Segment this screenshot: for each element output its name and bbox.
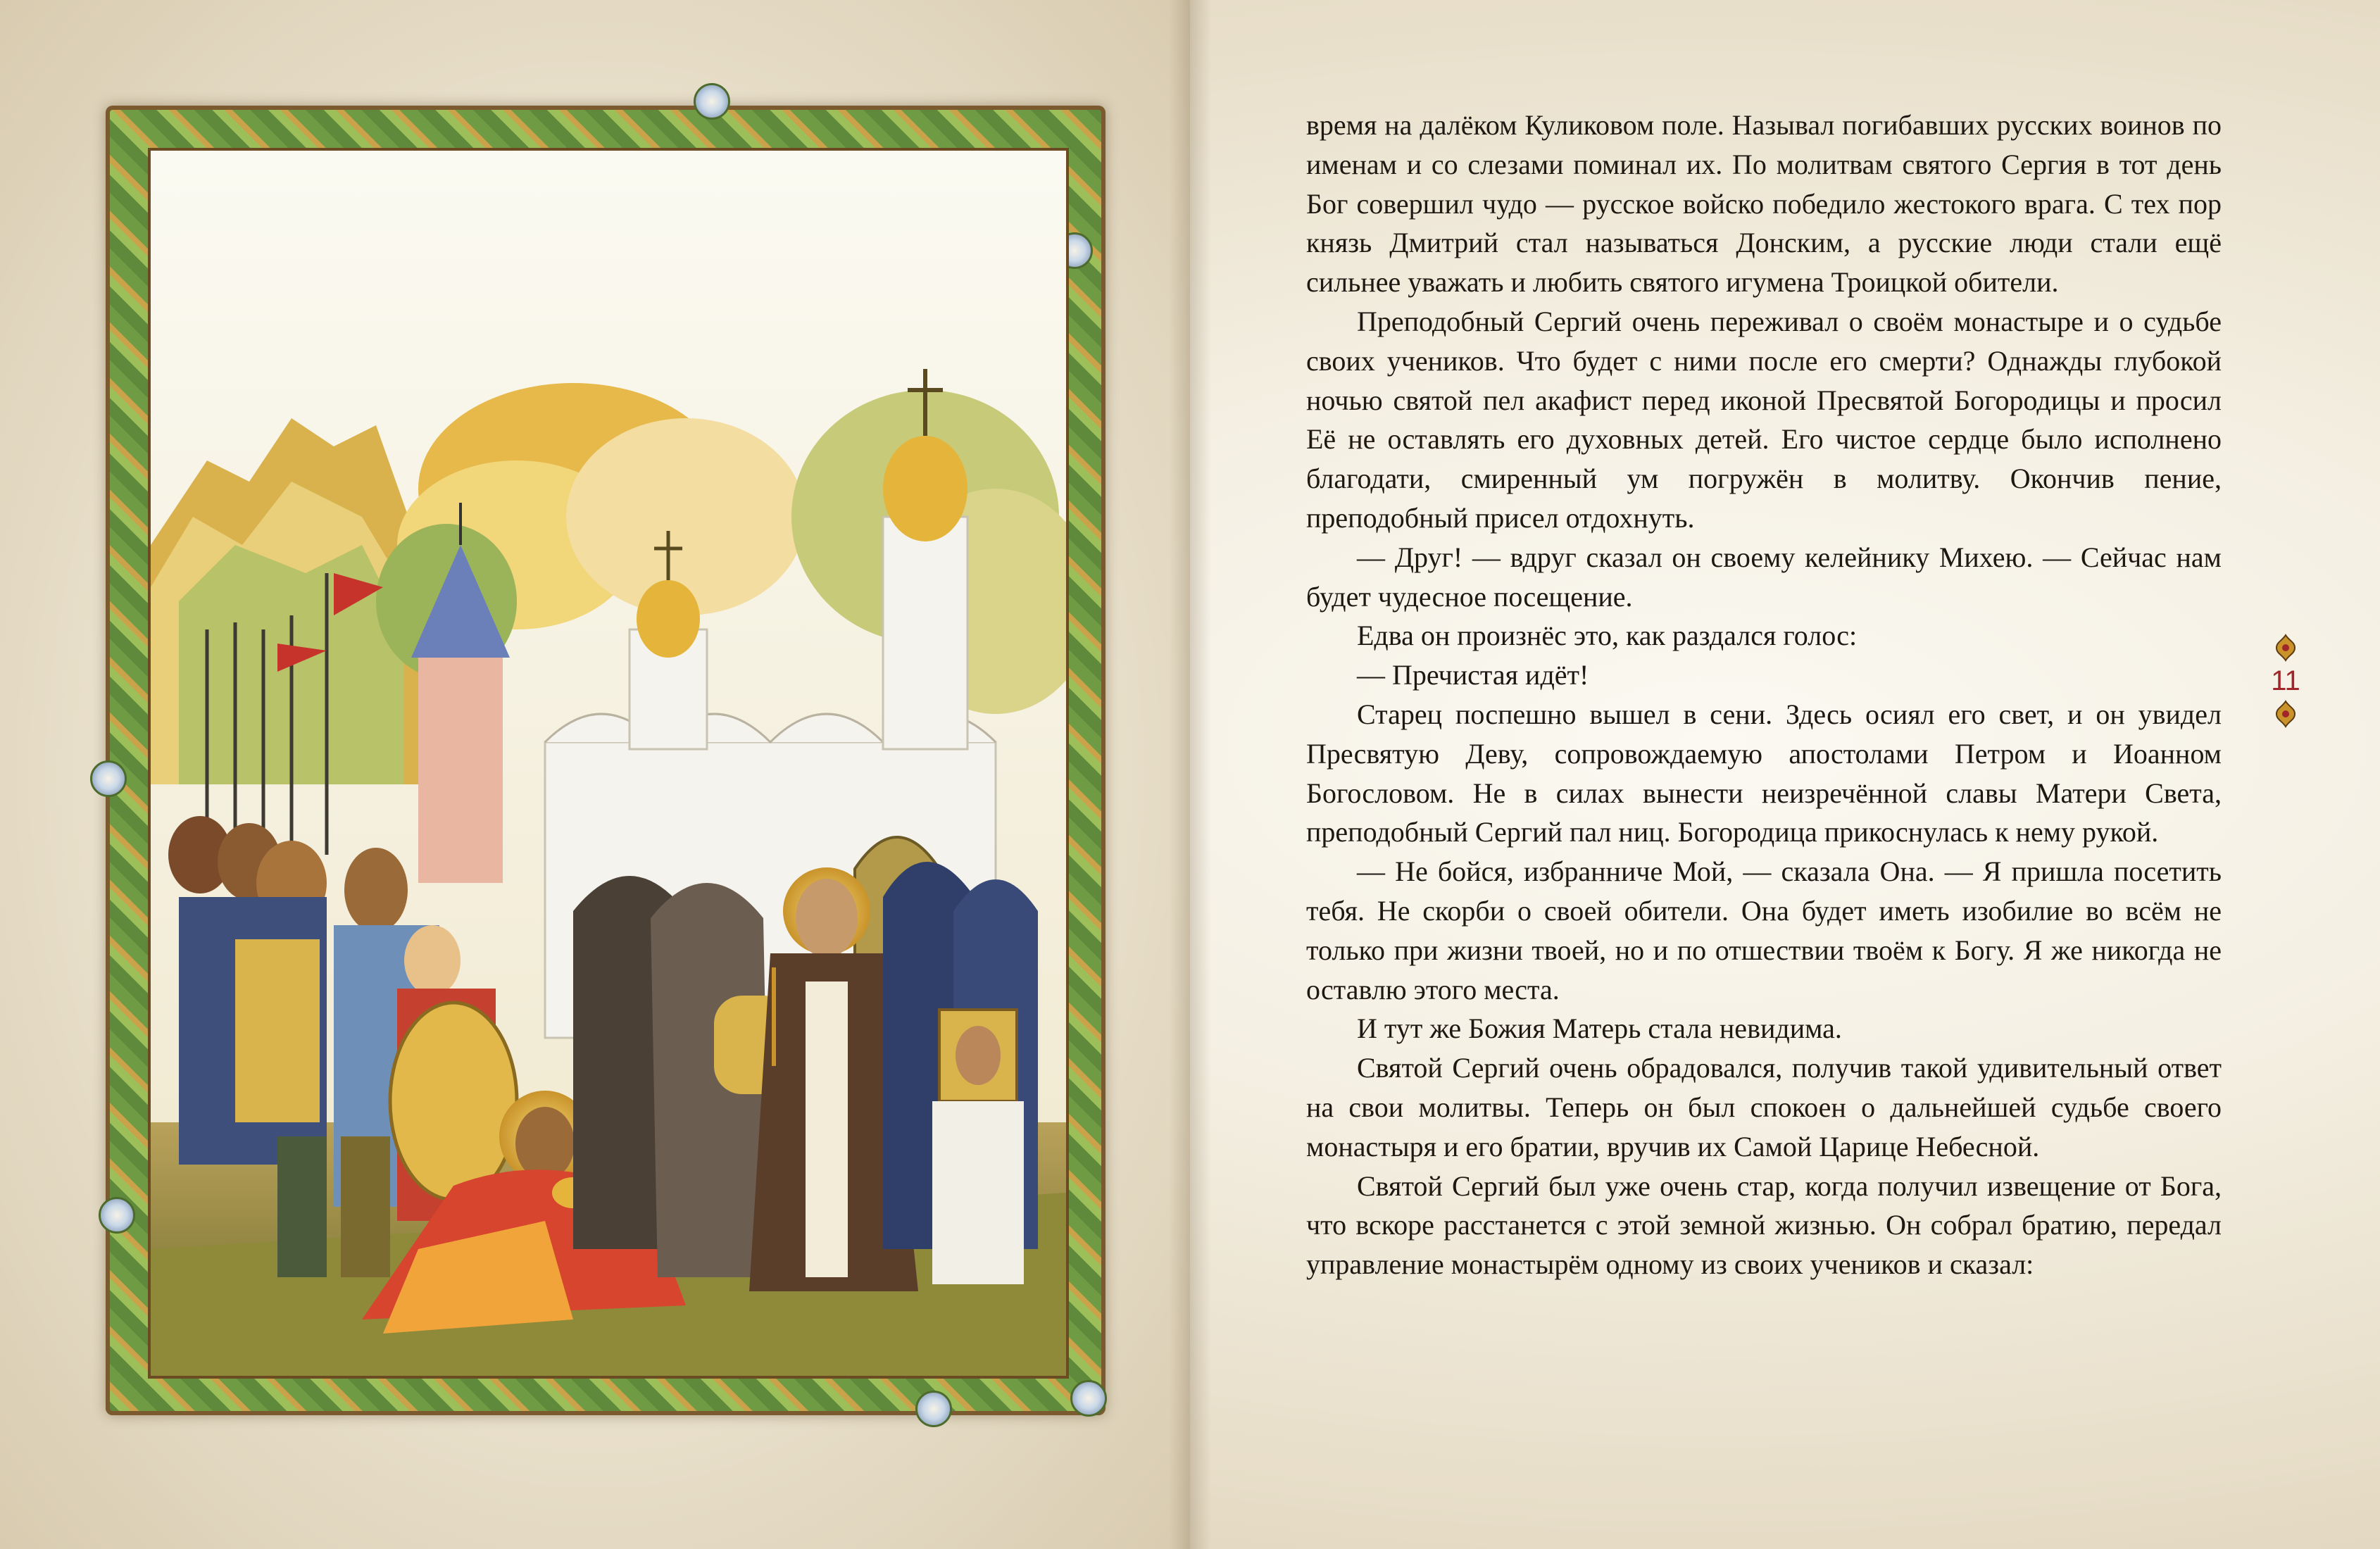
frame-flower-ornament [90,760,127,797]
ornament-top-icon [2274,634,2298,662]
paragraph: время на далёком Куликовом поле. Называл погибавших русских воинов по именам и со слезами поминал их. По молитвам святого Сергия в тот день Бог совершил чудо — русское войско победило жестокого врага. С тех пор князь Дмитрий стал называться Донским, а русские люди стали ещё сильнее уважать и любить святого игумена Троицкой обители. [1306,109,2222,299]
page-number-block [2265,634,2307,753]
paragraph: — Пречистая идёт! [1357,659,1589,691]
saint-sergius-illustration [148,148,1069,1379]
paragraph: — Друг! — вдруг сказал он своему келейнику Михею. — Сейчас нам будет чудесное посещение. [1306,541,2222,613]
ornament-bottom-icon [2274,700,2298,728]
page-number: 11 [2271,665,2300,696]
paragraph: — Не бойся, избранниче Мой, — сказала Она. — Я пришла посетить тебя. Не скорби о своей обители. Она будет иметь изобилие во всём не только при жизни твоей, но и по отшествии твоём к Богу. Я же никогда не оставлю этого места. [1306,855,2222,1005]
frame-flower-ornament [99,1197,135,1234]
illustration-painting [151,151,1066,1376]
paragraph: Святой Сергий очень обрадовался, получив такой удивительный ответ на свои молитвы. Теперь он был спокоен о дальнейшей судьбе своего монастыря и его братии, вручив их Самой Царице Небесной. [1306,1052,2222,1162]
page-text [1306,106,2222,1284]
paragraph: Едва он произнёс это, как раздался голос: [1357,620,1858,652]
paragraph: Преподобный Сергий очень переживал о своём монастыре и о судьбе своих учеников. Что будет с ними после его смерти? Однажды глубокой ночью святой пел акафист перед иконой Пресвятой Богородицы и просил Её не оставлять его духовных детей. Его чистое сердце было исполнено благодати, смиренный ум погружён в молитву. Окончив пение, преподобный присел отдохнуть. [1306,305,2222,534]
frame-flower-ornament [694,83,730,120]
paragraph: Старец поспешно вышел в сени. Здесь осиял его свет, и он увидел Пресвятую Деву, сопровождаемую апостолами Петром и Иоанном Богословом. Не в силах вынести неизречённой славы Матери Света, преподобный Сергий пал ниц. Богородица прикоснулась к нему рукой. [1306,698,2222,848]
paragraph: И тут же Божия Матерь стала невидима. [1357,1012,1842,1045]
frame-flower-ornament [915,1391,952,1427]
paragraph: Святой Сергий был уже очень стар, когда получил извещение от Бога, что вскоре расстанется с этой земной жизнью. Он собрал братию, передал управление монастырём одному из своих учеников и сказал: [1306,1169,2222,1281]
book-gutter [1169,0,1211,1549]
frame-flower-ornament [1070,1380,1107,1417]
